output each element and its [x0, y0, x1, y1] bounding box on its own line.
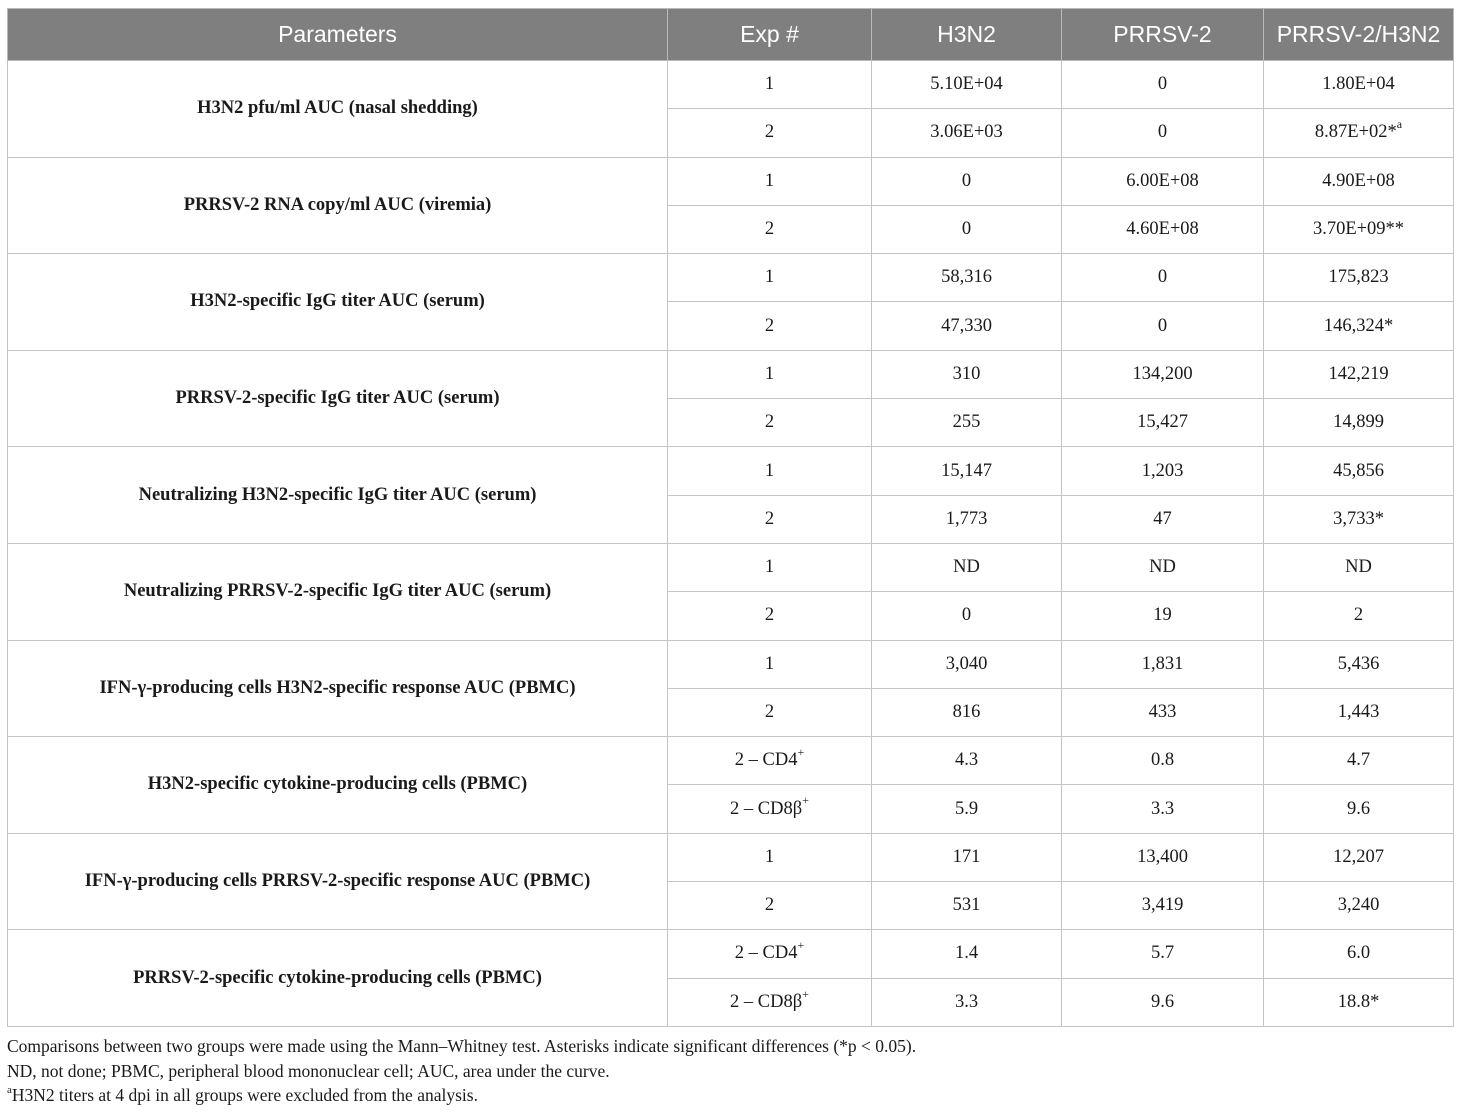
combo-value: 4.7 [1346, 750, 1371, 771]
h3n2-value-cell: 171 [872, 833, 1062, 881]
prrsv2-value-cell: 0 [1062, 302, 1264, 350]
combo-value-cell [1264, 688, 1454, 736]
prrsv2-value-cell: 9.6 [1062, 978, 1264, 1026]
exp-cell [668, 302, 872, 350]
prrsv2-value-cell: 0 [1062, 109, 1264, 157]
combo-value: 3,240 [1337, 895, 1380, 916]
prrsv2-value-cell: 6.00E+08 [1062, 157, 1264, 205]
data-table-container [7, 8, 1453, 1027]
exp-value: 2 [764, 702, 775, 722]
footnote-a-marker: a [7, 1084, 12, 1097]
prrsv2-value-cell: 0 [1062, 254, 1264, 302]
parameter-cell: Neutralizing H3N2-specific IgG titer AUC (serum) [8, 447, 668, 544]
prrsv2-value-cell: 134,200 [1062, 350, 1264, 398]
parameter-cell: H3N2 pfu/ml AUC (nasal shedding) [8, 61, 668, 158]
parameter-cell: H3N2-specific IgG titer AUC (serum) [8, 254, 668, 351]
footnote-a-text: H3N2 titers at 4 dpi in all groups were excluded from the analysis. [11, 1085, 478, 1105]
combo-value-cell [1264, 350, 1454, 398]
combo-value: 9.6 [1346, 798, 1371, 819]
combo-value: 4.90E+08 [1322, 170, 1395, 191]
footnote-statistics: Comparisons between two groups were made using the Mann–Whitney test. Asterisks indicate significant differences (*p < 0.05). [7, 1036, 917, 1056]
prrsv2-value-cell: 15,427 [1062, 399, 1264, 447]
parameter-cell: PRRSV-2 RNA copy/ml AUC (viremia) [8, 157, 668, 254]
prrsv2-value-cell: 5.7 [1062, 930, 1264, 978]
h3n2-value-cell: 1,773 [872, 495, 1062, 543]
combo-value-cell [1264, 61, 1454, 109]
exp-value: 1 [764, 460, 775, 481]
exp-cell [668, 399, 872, 447]
exp-cell [668, 592, 872, 640]
prrsv2-value-cell: 19 [1062, 592, 1264, 640]
h3n2-value-cell: 58,316 [872, 254, 1062, 302]
exp-value: 1 [764, 557, 775, 578]
parameter-cell: PRRSV-2-specific IgG titer AUC (serum) [8, 350, 668, 447]
combo-value: 3.70E+09** [1312, 219, 1405, 240]
exp-cell [668, 737, 872, 785]
combo-value: 142,219 [1328, 363, 1389, 384]
table-row [8, 350, 1454, 398]
exp-cell [668, 447, 872, 495]
table-row [8, 833, 1454, 881]
header-row [8, 9, 1454, 61]
parameter-cell: Neutralizing PRRSV-2-specific IgG titer AUC (serum) [8, 543, 668, 640]
header-prrsv2: PRRSV-2 [1062, 9, 1264, 61]
prrsv2-value-cell: 3,419 [1062, 882, 1264, 930]
exp-value: 1 [764, 267, 775, 288]
results-table [7, 8, 1454, 1027]
combo-value-cell [1264, 930, 1454, 978]
combo-value-cell [1264, 205, 1454, 253]
exp-cell [668, 882, 872, 930]
prrsv2-value-cell: 13,400 [1062, 833, 1264, 881]
combo-value: 45,856 [1333, 460, 1384, 481]
combo-value-cell [1264, 302, 1454, 350]
exp-value: 1 [764, 74, 775, 95]
combo-value: 18.8* [1337, 991, 1380, 1012]
h3n2-value-cell: 310 [872, 350, 1062, 398]
combo-value: 8.87E+02* [1314, 122, 1397, 143]
prrsv2-value-cell: 0 [1062, 61, 1264, 109]
exp-cell [668, 254, 872, 302]
combo-value: 1,443 [1337, 702, 1380, 722]
exp-value: 2 [764, 412, 775, 433]
h3n2-value-cell: 0 [872, 205, 1062, 253]
exp-cell [668, 543, 872, 591]
table-row [8, 737, 1454, 785]
exp-cell [668, 61, 872, 109]
combo-value-cell [1264, 447, 1454, 495]
exp-value: 1 [764, 363, 775, 384]
combo-value-cell [1264, 833, 1454, 881]
exp-superscript: + [797, 745, 805, 760]
exp-cell [668, 785, 872, 833]
table-row [8, 640, 1454, 688]
header-prrsv2-h3n2: PRRSV-2/H3N2 [1264, 9, 1454, 61]
exp-value: 2 – CD8β [730, 798, 803, 819]
prrsv2-value-cell: 4.60E+08 [1062, 205, 1264, 253]
prrsv2-value-cell: 1,203 [1062, 447, 1264, 495]
exp-cell [668, 930, 872, 978]
exp-superscript: + [802, 986, 809, 1001]
footnote-abbreviations: ND, not done; PBMC, peripheral blood mononuclear cell; AUC, area under the curve. [7, 1060, 610, 1081]
exp-cell [668, 688, 872, 736]
h3n2-value-cell: 816 [872, 688, 1062, 736]
combo-value-cell [1264, 495, 1454, 543]
combo-value-cell [1264, 543, 1454, 591]
prrsv2-value-cell: ND [1062, 543, 1264, 591]
table-row [8, 543, 1454, 591]
table-footnotes [7, 1034, 1447, 1108]
exp-cell [668, 495, 872, 543]
h3n2-value-cell: 3.06E+03 [872, 109, 1062, 157]
h3n2-value-cell: 15,147 [872, 447, 1062, 495]
exp-value: 1 [764, 846, 775, 867]
combo-value-cell [1264, 978, 1454, 1026]
parameter-cell: IFN-γ-producing cells H3N2-specific response AUC (PBMC) [8, 640, 668, 737]
combo-value-cell [1264, 254, 1454, 302]
exp-superscript: + [797, 938, 805, 953]
prrsv2-value-cell: 0.8 [1062, 737, 1264, 785]
h3n2-value-cell: 0 [872, 157, 1062, 205]
combo-value: 12,207 [1333, 846, 1384, 867]
h3n2-value-cell: 47,330 [872, 302, 1062, 350]
h3n2-value-cell: 3.3 [872, 978, 1062, 1026]
table-row [8, 254, 1454, 302]
table-row [8, 447, 1454, 495]
combo-value-cell [1264, 399, 1454, 447]
combo-value: 6.0 [1346, 943, 1371, 964]
parameter-cell: PRRSV-2-specific cytokine-producing cells (PBMC) [8, 930, 668, 1027]
combo-value-cell [1264, 882, 1454, 930]
exp-cell [668, 157, 872, 205]
exp-cell [668, 205, 872, 253]
table-row [8, 930, 1454, 978]
prrsv2-value-cell: 1,831 [1062, 640, 1264, 688]
exp-value: 1 [764, 170, 775, 191]
exp-cell [668, 109, 872, 157]
exp-cell [668, 640, 872, 688]
exp-value: 2 – CD4 [734, 750, 798, 771]
combo-value: 1.80E+04 [1322, 74, 1395, 95]
combo-value: 2 [1353, 605, 1364, 626]
h3n2-value-cell: ND [872, 543, 1062, 591]
h3n2-value-cell: 4.3 [872, 737, 1062, 785]
combo-value: 5,436 [1337, 653, 1380, 674]
header-h3n2: H3N2 [872, 9, 1062, 61]
table-row [8, 61, 1454, 109]
exp-value: 2 [764, 605, 775, 626]
combo-value-cell [1264, 157, 1454, 205]
h3n2-value-cell: 255 [872, 399, 1062, 447]
exp-value: 2 [764, 315, 775, 336]
parameter-cell: H3N2-specific cytokine-producing cells (PBMC) [8, 737, 668, 834]
exp-superscript: + [802, 793, 809, 808]
h3n2-value-cell: 1.4 [872, 930, 1062, 978]
combo-value-cell [1264, 737, 1454, 785]
exp-value: 2 [764, 508, 775, 529]
prrsv2-value-cell: 47 [1062, 495, 1264, 543]
combo-value-cell [1264, 109, 1454, 157]
table-row [8, 157, 1454, 205]
exp-value: 2 [764, 219, 775, 240]
combo-value: 3,733* [1333, 508, 1384, 529]
exp-value: 2 – CD8β [730, 991, 803, 1012]
combo-value: ND [1345, 557, 1372, 578]
combo-value-cell [1264, 785, 1454, 833]
exp-value: 1 [764, 653, 775, 674]
combo-value: 146,324* [1323, 315, 1394, 336]
table-body [8, 61, 1454, 1027]
footnote-a [7, 1083, 1447, 1108]
h3n2-value-cell: 5.10E+04 [872, 61, 1062, 109]
exp-cell [668, 350, 872, 398]
combo-value-cell [1264, 592, 1454, 640]
prrsv2-value-cell: 433 [1062, 688, 1264, 736]
exp-cell [668, 833, 872, 881]
h3n2-value-cell: 5.9 [872, 785, 1062, 833]
combo-value-cell [1264, 640, 1454, 688]
h3n2-value-cell: 3,040 [872, 640, 1062, 688]
combo-value: 14,899 [1333, 412, 1384, 433]
header-exp: Exp # [668, 9, 872, 61]
exp-value: 2 [764, 122, 775, 143]
prrsv2-value-cell: 3.3 [1062, 785, 1264, 833]
h3n2-value-cell: 0 [872, 592, 1062, 640]
combo-value: 175,823 [1328, 267, 1389, 288]
exp-cell [668, 978, 872, 1026]
exp-value: 2 [764, 895, 775, 916]
parameter-cell: IFN-γ-producing cells PRRSV-2-specific response AUC (PBMC) [8, 833, 668, 930]
header-parameters: Parameters [8, 9, 668, 61]
combo-superscript: a [1396, 117, 1403, 132]
h3n2-value-cell: 531 [872, 882, 1062, 930]
exp-value: 2 – CD4 [734, 943, 798, 964]
